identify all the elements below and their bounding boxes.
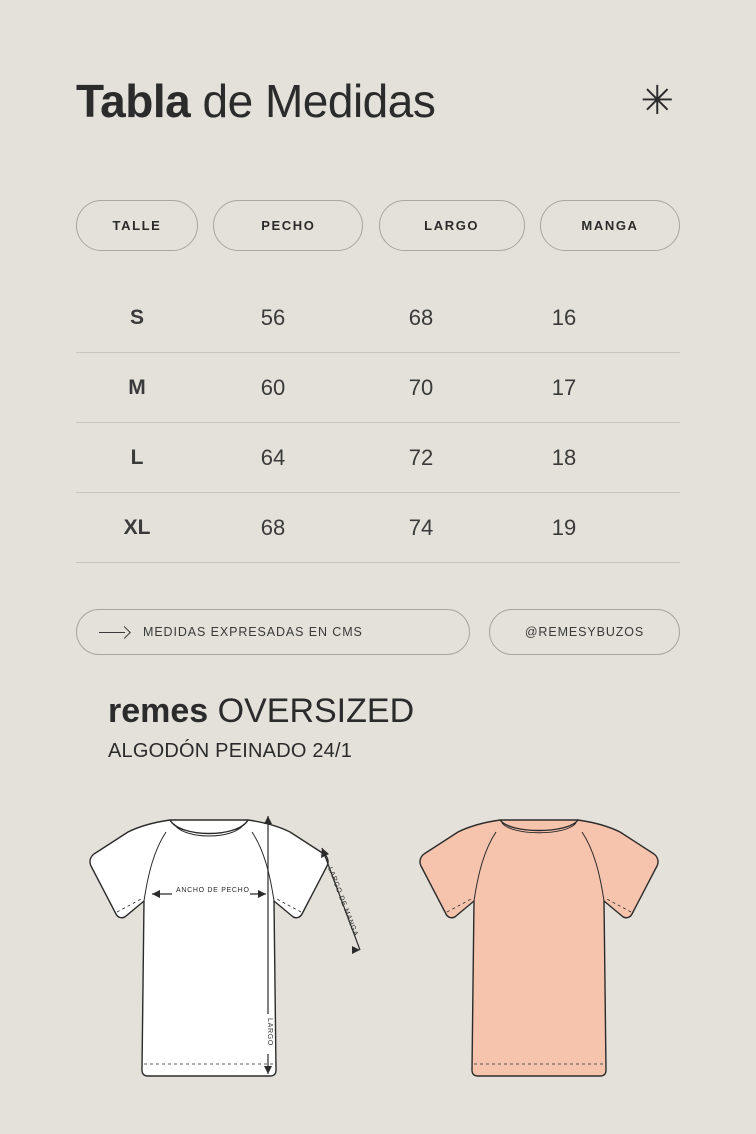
column-header-talle: TALLE	[76, 200, 198, 251]
sleeve-label: LARGO DE MANGA	[326, 866, 360, 938]
units-note-text: MEDIDAS EXPRESADAS EN CMS	[143, 625, 363, 639]
cell-talle: S	[129, 305, 144, 329]
arrow-right-icon	[99, 627, 129, 637]
cell-talle: XL	[123, 515, 151, 539]
cell-largo: 70	[408, 374, 434, 400]
cell-pecho: 64	[260, 444, 286, 470]
section-heading-light: OVERSIZED	[208, 692, 415, 730]
asterisk-icon: ✳	[640, 79, 674, 123]
footer-pills	[76, 609, 680, 655]
social-handle-pill: @REMESYBUZOS	[489, 609, 680, 655]
cell-largo: 72	[408, 444, 434, 470]
table-row	[76, 353, 680, 423]
cell-largo: 68	[408, 304, 434, 330]
page-title-row	[76, 75, 680, 127]
column-header-pecho: PECHO	[213, 200, 363, 251]
cell-pecho: 68	[260, 514, 286, 540]
page-title-light: de Medidas	[190, 75, 436, 127]
table-header-pills	[76, 200, 680, 251]
cell-manga: 18	[551, 444, 577, 470]
table-row	[76, 493, 680, 563]
tshirt-back-illustration	[420, 820, 658, 1076]
cell-pecho: 56	[260, 304, 286, 330]
section-heading-bold: remes	[108, 692, 209, 730]
cell-largo: 74	[408, 514, 434, 540]
cell-manga: 16	[551, 304, 577, 330]
cell-talle: M	[128, 375, 146, 399]
table-row	[76, 423, 680, 493]
cell-talle: L	[130, 445, 144, 469]
measurements-table	[76, 283, 680, 563]
page-title-bold: Tabla	[76, 75, 191, 127]
table-row	[76, 283, 680, 353]
page-title	[76, 75, 436, 127]
column-header-largo: LARGO	[379, 200, 525, 251]
section-heading	[108, 694, 414, 728]
length-label: LARGO	[266, 1018, 273, 1047]
units-note-pill	[76, 609, 470, 655]
tshirt-front-illustration	[90, 816, 360, 1076]
section-subtitle: ALGODÓN PEINADO 24/1	[108, 740, 353, 762]
cell-pecho: 60	[260, 374, 286, 400]
garment-illustrations	[0, 790, 756, 1110]
column-header-manga: MANGA	[540, 200, 680, 251]
chest-label: ANCHO DE PECHO	[176, 887, 250, 894]
cell-manga: 17	[551, 374, 577, 400]
cell-manga: 19	[551, 514, 577, 540]
